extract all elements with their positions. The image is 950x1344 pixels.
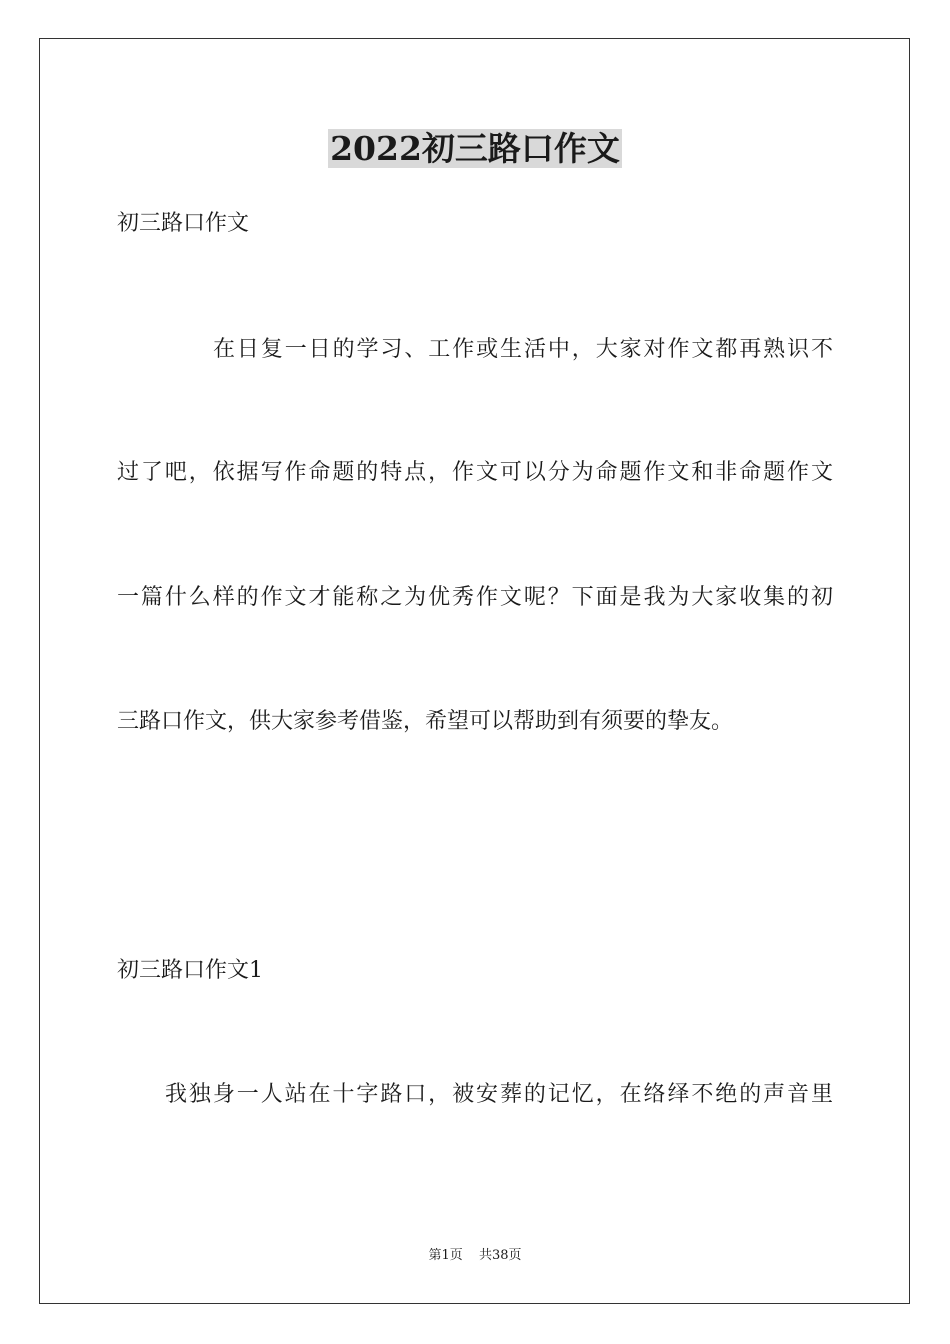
intro-line-1: 在日复一日的学习、工作或生活中，大家对作文都再熟识不 xyxy=(213,337,833,362)
page-current: 第1页 xyxy=(428,1248,463,1263)
document-subtitle: 初三路口作文 xyxy=(117,211,250,236)
section-heading: 初三路口作文1 xyxy=(117,958,263,983)
document-title-text: 2022初三路口作文 xyxy=(330,129,620,168)
section-first-line: 我独身一人站在十字路口，被安葬的记忆，在络绎不绝的声音里 xyxy=(165,1082,833,1107)
intro-line-4: 三路口作文，供大家参考借鉴，希望可以帮助到有须要的挚友。 xyxy=(117,709,734,734)
intro-line-3: 一篇什么样的作文才能称之为优秀作文呢？下面是我为大家收集的初 xyxy=(117,585,833,610)
intro-line-2: 过了吧，依据写作命题的特点，作文可以分为命题作文和非命题作文 xyxy=(117,460,833,485)
document-title xyxy=(0,127,950,171)
page-total: 共38页 xyxy=(478,1248,522,1263)
page-footer xyxy=(0,1247,950,1265)
